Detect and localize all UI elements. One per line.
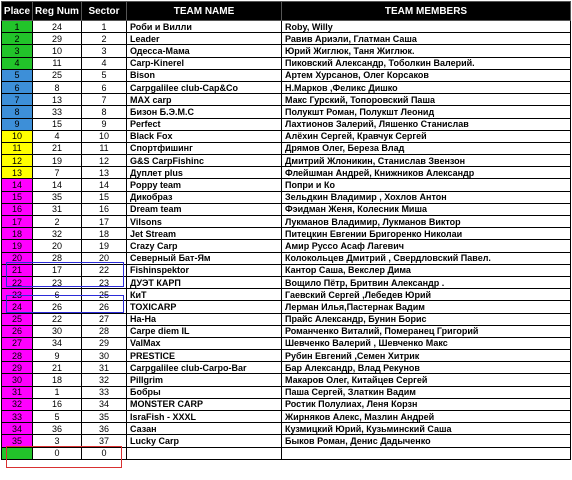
table-row — [2, 228, 571, 240]
cell-place[interactable]: 11 — [2, 142, 33, 154]
cell-reg-num[interactable]: 26 — [33, 301, 82, 313]
cell-sector[interactable]: 9 — [82, 118, 127, 130]
cell-sector[interactable]: 3 — [82, 45, 127, 57]
header-team-members[interactable]: TEAM MEMBERS — [282, 2, 571, 21]
cell-reg-num[interactable]: 11 — [33, 57, 82, 69]
cell-place[interactable]: 33 — [2, 411, 33, 423]
red-highlight-box — [6, 446, 122, 468]
cell-team-members[interactable]: Шевченко Валерий , Шевченко Макс — [282, 337, 571, 349]
table-row — [2, 374, 571, 386]
cell-team-name[interactable]: ValMax — [127, 337, 282, 349]
cell-place[interactable]: 30 — [2, 374, 33, 386]
cell-team-members[interactable]: Бар Александр, Влад Рекунов — [282, 362, 571, 374]
table-row — [2, 362, 571, 374]
cell-team-name[interactable]: Carpgalilee club-Cap&Co — [127, 81, 282, 93]
cell-place[interactable]: 2 — [2, 33, 33, 45]
table-row — [2, 167, 571, 179]
cell-sector[interactable]: 8 — [82, 106, 127, 118]
cell-reg-num[interactable]: 10 — [33, 45, 82, 57]
cell-team-name[interactable]: Спортфишинг — [127, 142, 282, 154]
cell-team-name[interactable]: Fishinspektor — [127, 264, 282, 276]
cell-team-name[interactable]: ДУЭТ КАРП — [127, 276, 282, 288]
cell-team-name[interactable]: Carpe diem IL — [127, 325, 282, 337]
cell-reg-num[interactable]: 15 — [33, 118, 82, 130]
table-row — [2, 57, 571, 69]
cell-place[interactable]: 24 — [2, 301, 33, 313]
cell-sector[interactable]: 18 — [82, 228, 127, 240]
cell-reg-num[interactable]: 3 — [33, 435, 82, 447]
cell-reg-num[interactable]: 25 — [33, 69, 82, 81]
cell-sector[interactable]: 5 — [82, 69, 127, 81]
cell-team-members[interactable]: Зельдкин Владимир , Хохлов Антон — [282, 191, 571, 203]
cell-team-name[interactable]: Carp-Kinerel — [127, 57, 282, 69]
cell-reg-num[interactable]: 7 — [33, 167, 82, 179]
cell-team-members[interactable]: Юрий Жиглюк, Таня Жиглюк. — [282, 45, 571, 57]
cell-team-members[interactable]: Дмитрий Жлоникин, Станислав Звензон — [282, 155, 571, 167]
cell-team-members[interactable]: Питецкин Евгении Бригоренко Николаи — [282, 228, 571, 240]
cell-team-members[interactable]: Макаров Олег, Китайцев Сергей — [282, 374, 571, 386]
cell-sector[interactable]: 13 — [82, 167, 127, 179]
cell-sector[interactable]: 30 — [82, 350, 127, 362]
cell-place[interactable]: 31 — [2, 386, 33, 398]
cell-place[interactable]: 26 — [2, 325, 33, 337]
cell-sector[interactable]: 34 — [82, 398, 127, 410]
cell-place[interactable]: 16 — [2, 203, 33, 215]
cell-reg-num[interactable]: 14 — [33, 179, 82, 191]
cell-place[interactable]: 17 — [2, 216, 33, 228]
cell-reg-num[interactable]: 4 — [33, 130, 82, 142]
table-row — [2, 81, 571, 93]
cell-team-members[interactable]: Roby, Willy — [282, 21, 571, 33]
cell-team-name[interactable]: Carpgalilee club-Carpo-Bar — [127, 362, 282, 374]
cell-reg-num[interactable]: 13 — [33, 94, 82, 106]
cell-sector[interactable]: 27 — [82, 313, 127, 325]
cell-sector[interactable]: 37 — [82, 435, 127, 447]
table-row — [2, 33, 571, 45]
cell-sector[interactable]: 2 — [82, 33, 127, 45]
cell-reg-num[interactable]: 22 — [33, 313, 82, 325]
table-row — [2, 313, 571, 325]
cell-sector[interactable]: 31 — [82, 362, 127, 374]
cell-sector[interactable]: 17 — [82, 216, 127, 228]
cell-team-name[interactable]: Leader — [127, 33, 282, 45]
cell-place[interactable]: 1 — [2, 21, 33, 33]
table-row — [2, 325, 571, 337]
cell-sector[interactable]: 20 — [82, 252, 127, 264]
cell-team-members[interactable]: Дрямов Олег, Береза Влад — [282, 142, 571, 154]
cell-place[interactable]: 29 — [2, 362, 33, 374]
cell-reg-num[interactable]: 20 — [33, 240, 82, 252]
cell-team-members[interactable]: Быков Роман, Денис Дадыченко — [282, 435, 571, 447]
cell-team-name[interactable]: Crazy Carp — [127, 240, 282, 252]
results-table — [1, 1, 571, 460]
header-row — [2, 2, 571, 21]
cell-team-name[interactable]: Бобры — [127, 386, 282, 398]
cell-team-members[interactable]: Прайс Александр, Бунин Борис — [282, 313, 571, 325]
cell-sector[interactable]: 28 — [82, 325, 127, 337]
table-row — [2, 94, 571, 106]
table-row — [2, 386, 571, 398]
cell-place[interactable]: 14 — [2, 179, 33, 191]
cell-reg-num[interactable]: 24 — [33, 21, 82, 33]
cell-team-name[interactable]: Black Fox — [127, 130, 282, 142]
cell-sector[interactable]: 15 — [82, 191, 127, 203]
cell-sector[interactable]: 4 — [82, 57, 127, 69]
cell-team-name[interactable] — [127, 447, 282, 459]
cell-reg-num[interactable]: 32 — [33, 228, 82, 240]
cell-sector[interactable]: 7 — [82, 94, 127, 106]
cell-team-name[interactable]: КиТ — [127, 289, 282, 301]
cell-team-members[interactable]: Макс Гурский, Топоровский Паша — [282, 94, 571, 106]
cell-place[interactable]: 34 — [2, 423, 33, 435]
cell-sector[interactable]: 1 — [82, 21, 127, 33]
cell-reg-num[interactable]: 8 — [33, 81, 82, 93]
table-row — [2, 203, 571, 215]
cell-reg-num[interactable]: 5 — [33, 411, 82, 423]
cell-team-name[interactable]: Сазан — [127, 423, 282, 435]
cell-reg-num[interactable]: 21 — [33, 362, 82, 374]
cell-team-name[interactable]: Роби и Вилли — [127, 21, 282, 33]
cell-team-members[interactable]: Лукманов Владимир, Лукманов Виктор — [282, 216, 571, 228]
table-row — [2, 398, 571, 410]
cell-reg-num[interactable]: 36 — [33, 423, 82, 435]
table-row — [2, 216, 571, 228]
cell-team-members[interactable]: Лахтионов Залерий, Ляшенко Станислав — [282, 118, 571, 130]
cell-team-members[interactable]: Пиковский Александр, Тоболкин Валерий. — [282, 57, 571, 69]
table-row — [2, 337, 571, 349]
cell-reg-num[interactable]: 31 — [33, 203, 82, 215]
cell-place[interactable]: 19 — [2, 240, 33, 252]
cell-place[interactable]: 18 — [2, 228, 33, 240]
cell-sector[interactable]: 19 — [82, 240, 127, 252]
table-row — [2, 118, 571, 130]
cell-place[interactable]: 32 — [2, 398, 33, 410]
cell-place[interactable]: 35 — [2, 435, 33, 447]
cell-reg-num[interactable]: 30 — [33, 325, 82, 337]
cell-sector[interactable]: 23 — [82, 276, 127, 288]
table-row — [2, 179, 571, 191]
cell-place[interactable]: 27 — [2, 337, 33, 349]
cell-team-members[interactable]: Н.Марков ,Феликс Дишко — [282, 81, 571, 93]
cell-team-members[interactable]: Амир Руссо Асаф Лагевич — [282, 240, 571, 252]
cell-team-name[interactable]: Lucky Carp — [127, 435, 282, 447]
table-row — [2, 130, 571, 142]
table-row — [2, 411, 571, 423]
cell-team-members[interactable]: Лерман Илья,Пастернак Вадим — [282, 301, 571, 313]
cell-team-name[interactable]: Dream team — [127, 203, 282, 215]
cell-sector[interactable]: 11 — [82, 142, 127, 154]
header-reg-num[interactable]: Reg Num — [33, 2, 82, 21]
cell-place[interactable]: 9 — [2, 118, 33, 130]
cell-reg-num[interactable]: 1 — [33, 386, 82, 398]
cell-team-name[interactable]: Jet Stream — [127, 228, 282, 240]
header-team-name[interactable]: TEAM NAME — [127, 2, 282, 21]
cell-reg-num[interactable]: 21 — [33, 142, 82, 154]
table-row — [2, 240, 571, 252]
cell-team-name[interactable]: G&S CarpFishinc — [127, 155, 282, 167]
cell-sector[interactable]: 6 — [82, 81, 127, 93]
cell-sector[interactable]: 22 — [82, 264, 127, 276]
cell-sector[interactable]: 26 — [82, 301, 127, 313]
cell-team-name[interactable]: Bison — [127, 69, 282, 81]
cell-team-members[interactable]: Кантор Саша, Векслер Дима — [282, 264, 571, 276]
table-row — [2, 21, 571, 33]
cell-team-name[interactable]: Perfect — [127, 118, 282, 130]
cell-team-name[interactable]: PRESTICE — [127, 350, 282, 362]
cell-team-members[interactable]: Жирняков Алекс, Мазлин Андрей — [282, 411, 571, 423]
cell-team-members[interactable]: Равив Ариэли, Глатман Саша — [282, 33, 571, 45]
cell-team-members[interactable]: Фэидман Женя, Колесник Миша — [282, 203, 571, 215]
cell-team-name[interactable]: Poppy team — [127, 179, 282, 191]
cell-team-members[interactable]: Рубин Евгений ,Семен Хитрик — [282, 350, 571, 362]
header-sector[interactable]: Sector — [82, 2, 127, 21]
cell-team-members[interactable]: Ростик Полулиах, Леня Корзн — [282, 398, 571, 410]
cell-place[interactable]: 25 — [2, 313, 33, 325]
cell-team-name[interactable]: Дикобраз — [127, 191, 282, 203]
cell-team-name[interactable]: TOXICARP — [127, 301, 282, 313]
cell-team-members[interactable]: Алёхин Сергей, Кравчук Сергей — [282, 130, 571, 142]
cell-reg-num[interactable]: 23 — [33, 276, 82, 288]
cell-reg-num[interactable]: 2 — [33, 216, 82, 228]
cell-team-name[interactable]: Северный Бат-Ям — [127, 252, 282, 264]
cell-reg-num[interactable]: 9 — [33, 350, 82, 362]
cell-place[interactable]: 28 — [2, 350, 33, 362]
cell-place[interactable]: 7 — [2, 94, 33, 106]
cell-team-members[interactable]: Гаевский Сергей ,Лебедев Юрий — [282, 289, 571, 301]
cell-place[interactable]: 20 — [2, 252, 33, 264]
cell-place[interactable]: 6 — [2, 81, 33, 93]
cell-team-name[interactable]: Ha-Ha — [127, 313, 282, 325]
cell-sector[interactable]: 12 — [82, 155, 127, 167]
table-row — [2, 350, 571, 362]
cell-sector[interactable]: 33 — [82, 386, 127, 398]
cell-place[interactable]: 21 — [2, 264, 33, 276]
cell-place[interactable]: 15 — [2, 191, 33, 203]
cell-place[interactable]: 12 — [2, 155, 33, 167]
cell-reg-num[interactable]: 29 — [33, 33, 82, 45]
cell-reg-num[interactable]: 28 — [33, 252, 82, 264]
blue-highlight-box-2 — [6, 295, 124, 313]
cell-team-members[interactable]: Флейшман Андрей, Книжников Александр — [282, 167, 571, 179]
cell-team-name[interactable]: Бизон Б.Э.М.С — [127, 106, 282, 118]
cell-reg-num[interactable]: 18 — [33, 374, 82, 386]
cell-sector[interactable]: 14 — [82, 179, 127, 191]
table-row — [2, 423, 571, 435]
table-row — [2, 69, 571, 81]
cell-place[interactable]: 8 — [2, 106, 33, 118]
cell-team-members[interactable] — [282, 447, 571, 459]
cell-place[interactable]: 23 — [2, 289, 33, 301]
blue-highlight-box — [6, 262, 124, 287]
cell-team-members[interactable]: Романченко Виталий, Померанец Григорий — [282, 325, 571, 337]
header-place[interactable]: Place — [2, 2, 33, 21]
table-row — [2, 191, 571, 203]
cell-sector[interactable]: 36 — [82, 423, 127, 435]
cell-reg-num[interactable]: 17 — [33, 264, 82, 276]
cell-team-members[interactable]: Паша Сергей, Златкин Вадим — [282, 386, 571, 398]
cell-place[interactable]: 22 — [2, 276, 33, 288]
cell-team-members[interactable]: Колокольцев Дмитрий , Свердловский Павел. — [282, 252, 571, 264]
cell-team-name[interactable]: IsraFish - XXXL — [127, 411, 282, 423]
cell-reg-num[interactable]: 6 — [33, 289, 82, 301]
cell-sector[interactable]: 16 — [82, 203, 127, 215]
table-body — [2, 21, 571, 460]
cell-team-name[interactable]: Vilsons — [127, 216, 282, 228]
cell-team-name[interactable]: Дуплет plus — [127, 167, 282, 179]
cell-team-name[interactable]: Pillgrim — [127, 374, 282, 386]
cell-reg-num[interactable]: 16 — [33, 398, 82, 410]
cell-team-members[interactable]: Артем Хурсанов, Олег Корсаков — [282, 69, 571, 81]
cell-reg-num[interactable]: 19 — [33, 155, 82, 167]
cell-team-members[interactable]: Кузмицкий Юрий, Кузьминский Саша — [282, 423, 571, 435]
cell-team-members[interactable]: Попри и Ко — [282, 179, 571, 191]
table-row — [2, 155, 571, 167]
cell-reg-num[interactable]: 34 — [33, 337, 82, 349]
cell-sector[interactable]: 32 — [82, 374, 127, 386]
cell-place[interactable]: 5 — [2, 69, 33, 81]
cell-team-name[interactable]: MONSTER CARP — [127, 398, 282, 410]
cell-sector[interactable]: 35 — [82, 411, 127, 423]
cell-team-name[interactable]: MAX carp — [127, 94, 282, 106]
cell-place[interactable]: 3 — [2, 45, 33, 57]
table-row — [2, 142, 571, 154]
cell-place[interactable]: 13 — [2, 167, 33, 179]
cell-reg-num[interactable]: 33 — [33, 106, 82, 118]
cell-sector[interactable]: 25 — [82, 289, 127, 301]
cell-place[interactable]: 4 — [2, 57, 33, 69]
cell-reg-num[interactable]: 35 — [33, 191, 82, 203]
cell-place[interactable]: 10 — [2, 130, 33, 142]
cell-sector[interactable]: 10 — [82, 130, 127, 142]
cell-team-members[interactable]: Вощило Пётр, Бритвин Александр . — [282, 276, 571, 288]
cell-sector[interactable]: 29 — [82, 337, 127, 349]
cell-sector[interactable]: 0 — [82, 447, 127, 459]
table-row — [2, 45, 571, 57]
table-row — [2, 106, 571, 118]
cell-team-members[interactable]: Полукшт Роман, Полукшт Леонид — [282, 106, 571, 118]
cell-reg-num[interactable]: 0 — [33, 447, 82, 459]
cell-team-name[interactable]: Одесса-Мама — [127, 45, 282, 57]
